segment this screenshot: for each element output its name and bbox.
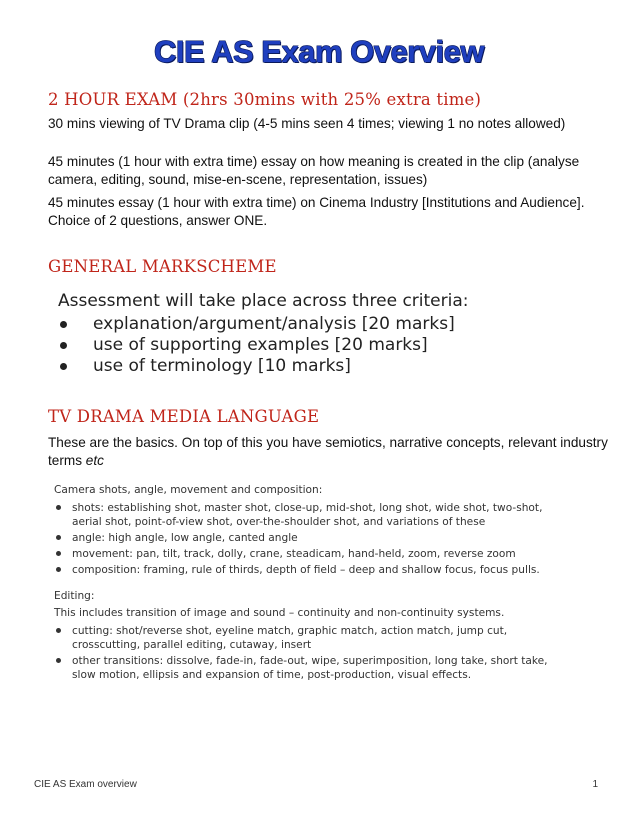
- camera-item-text: angle: high angle, low angle, canted angle: [72, 532, 298, 544]
- editing-list: [54, 624, 574, 682]
- camera-list: [54, 501, 574, 577]
- editing-item-text: other transitions: dissolve, fade-in, fade-out, wipe, superimposition, long take, short take, slow motion, ellipsis and expansion of time, post-production, visual effects.: [72, 655, 548, 681]
- camera-item: [54, 563, 574, 577]
- bullet-icon: [60, 363, 67, 370]
- bullet-icon: [56, 505, 61, 510]
- exam-para-essay-industry: 45 minutes essay (1 hour with extra time) on Cinema Industry [Institutions and Audience]. Choice of 2 questions, answer ONE.: [48, 195, 585, 228]
- footer-doc-title: CIE AS Exam overview: [34, 779, 137, 790]
- criteria-item: [58, 335, 518, 356]
- exam-para-essay-clip: 45 minutes (1 hour with extra time) essay on how meaning is created in the clip (analyse camera, editing, sound, mise-en-scene, representation, issues): [48, 154, 580, 187]
- criteria-item: [58, 314, 518, 335]
- criteria-item-text: use of terminology [10 marks]: [93, 356, 351, 376]
- markscheme-heading: GENERAL MARKSCHEME: [48, 257, 277, 276]
- bullet-icon: [60, 342, 67, 349]
- criteria-block: [58, 290, 518, 377]
- bullet-icon: [56, 551, 61, 556]
- camera-item: [54, 531, 574, 545]
- bullet-icon: [56, 567, 61, 572]
- exam-para-viewing: 30 mins viewing of TV Drama clip (4-5 mins seen 4 times; viewing 1 no notes allowed): [48, 116, 566, 131]
- editing-item: [54, 624, 574, 652]
- editing-item-text: cutting: shot/reverse shot, eyeline match, graphic match, action match, jump cut, crosscutting, parallel editing, cutaway, insert: [72, 625, 508, 651]
- page-title: CIE AS Exam Overview: [153, 34, 485, 69]
- media-language-excerpt: [54, 483, 574, 684]
- camera-heading: Camera shots, angle, movement and composition:: [54, 484, 323, 496]
- criteria-item-text: explanation/argument/analysis [20 marks]: [93, 314, 455, 334]
- editing-intro: This includes transition of image and sound – continuity and non-continuity systems.: [54, 607, 505, 619]
- media-language-intro-text: These are the basics. On top of this you have semiotics, narrative concepts, relevant industry terms: [48, 435, 608, 468]
- criteria-item-text: use of supporting examples [20 marks]: [93, 335, 428, 355]
- criteria-item: [58, 356, 518, 377]
- editing-heading: Editing:: [54, 590, 95, 602]
- camera-item: [54, 501, 574, 529]
- criteria-intro: Assessment will take place across three criteria:: [58, 291, 469, 311]
- criteria-list: [58, 314, 518, 377]
- bullet-icon: [56, 658, 61, 663]
- exam-heading: 2 HOUR EXAM (2hrs 30mins with 25% extra time): [48, 90, 482, 109]
- camera-item: [54, 547, 574, 561]
- camera-item-text: composition: framing, rule of thirds, depth of field – deep and shallow focus, focus pulls.: [72, 564, 540, 576]
- page-number: 1: [592, 779, 598, 790]
- bullet-icon: [60, 321, 67, 328]
- camera-item-text: shots: establishing shot, master shot, close-up, mid-shot, long shot, wide shot, two-shot, aerial shot, point-of-view shot, over-the-shoulder shot, and variations of these: [72, 502, 543, 528]
- camera-item-text: movement: pan, tilt, track, dolly, crane, steadicam, hand-held, zoom, reverse zoom: [72, 548, 516, 560]
- media-language-intro: [48, 434, 608, 470]
- bullet-icon: [56, 535, 61, 540]
- bullet-icon: [56, 628, 61, 633]
- editing-item: [54, 654, 574, 682]
- media-language-heading: TV DRAMA MEDIA LANGUAGE: [48, 407, 320, 426]
- media-language-intro-etc: etc: [85, 453, 104, 468]
